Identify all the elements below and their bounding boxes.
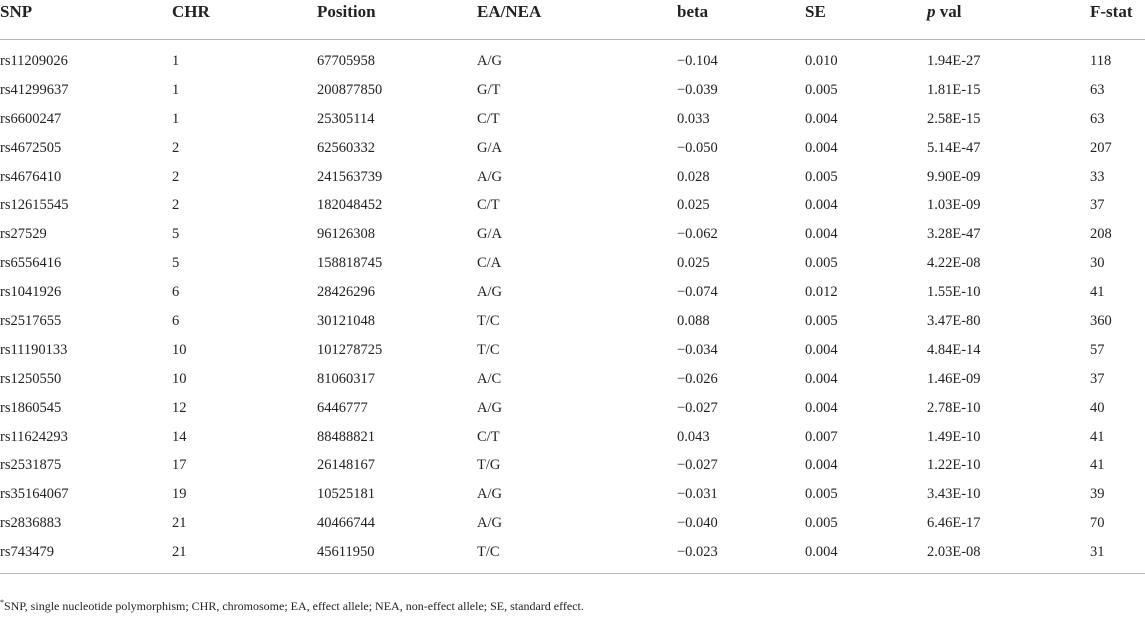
cell-ea-nea: T/C — [477, 538, 677, 573]
header-snp: SNP — [0, 0, 172, 40]
cell-snp: rs35164067 — [0, 486, 69, 503]
cell-ea-nea: A/G — [477, 52, 502, 69]
cell-chr: 5 — [172, 255, 180, 272]
table-footnote — [0, 598, 584, 614]
cell-fstat: 37 — [1090, 197, 1105, 214]
cell-fstat: 40 — [1090, 399, 1105, 416]
cell-chr: 21 — [172, 538, 317, 573]
table-row — [0, 76, 1145, 105]
header-pval — [927, 0, 1090, 40]
cell-ea-nea: A/G — [477, 399, 502, 416]
cell-pval: 3.43E-10 — [927, 486, 981, 503]
cell-beta: −0.040 — [677, 515, 718, 532]
table-row — [0, 249, 1145, 278]
header-pval-rest: val — [935, 2, 962, 21]
cell-chr: 19 — [172, 486, 187, 503]
cell-fstat: 39 — [1090, 486, 1105, 503]
cell-fstat: 208 — [1090, 226, 1112, 243]
cell-fstat: 57 — [1090, 341, 1105, 358]
cell-chr: 12 — [172, 399, 187, 416]
cell-beta: 0.043 — [677, 428, 710, 445]
cell-position: 40466744 — [317, 515, 375, 532]
cell-ea-nea: T/C — [477, 341, 500, 358]
cell-beta: −0.039 — [677, 81, 718, 98]
cell-pval: 1.94E-27 — [927, 52, 981, 69]
cell-se: 0.004 — [805, 399, 838, 416]
cell-se: 0.004 — [805, 197, 838, 214]
table-row — [0, 278, 1145, 307]
table-header — [0, 0, 1145, 40]
cell-beta: 0.033 — [677, 110, 710, 127]
cell-se: 0.005 — [805, 515, 838, 532]
header-chr: CHR — [172, 0, 317, 40]
cell-fstat: 63 — [1090, 81, 1105, 98]
cell-chr: 10 — [172, 341, 187, 358]
cell-snp: rs1860545 — [0, 399, 62, 416]
cell-fstat: 41 — [1090, 457, 1105, 474]
table-row — [0, 307, 1145, 336]
cell-position: 182048452 — [317, 197, 383, 214]
cell-chr: 1 — [172, 52, 180, 69]
cell-chr: 10 — [172, 370, 187, 387]
cell-ea-nea: G/A — [477, 139, 502, 156]
cell-pval: 3.28E-47 — [927, 226, 981, 243]
cell-position: 101278725 — [317, 341, 383, 358]
cell-snp: rs12615545 — [0, 197, 69, 214]
cell-snp: rs4672505 — [0, 139, 62, 156]
cell-pval: 4.84E-14 — [927, 341, 981, 358]
cell-chr: 17 — [172, 457, 187, 474]
cell-snp: rs11190133 — [0, 341, 68, 358]
cell-beta: −0.062 — [677, 226, 718, 243]
cell-snp: rs6556416 — [0, 255, 62, 272]
cell-beta: 0.088 — [677, 312, 710, 329]
cell-position: 67705958 — [317, 52, 375, 69]
cell-se: 0.007 — [805, 428, 838, 445]
cell-ea-nea: C/T — [477, 428, 500, 445]
cell-position: 62560332 — [317, 139, 375, 156]
cell-se: 0.012 — [805, 284, 838, 301]
cell-position: 28426296 — [317, 284, 375, 301]
cell-ea-nea: A/G — [477, 284, 502, 301]
cell-snp: rs6600247 — [0, 110, 62, 127]
cell-snp: rs1250550 — [0, 370, 62, 387]
cell-chr: 14 — [172, 428, 187, 445]
cell-fstat: 118 — [1090, 52, 1112, 69]
cell-pval: 4.22E-08 — [927, 255, 981, 272]
table-row — [0, 451, 1145, 480]
cell-fstat: 30 — [1090, 255, 1105, 272]
cell-beta: 0.025 — [677, 255, 710, 272]
cell-ea-nea: A/G — [477, 486, 502, 503]
cell-snp: rs11209026 — [0, 52, 68, 69]
table-row — [0, 163, 1145, 192]
cell-pval: 1.46E-09 — [927, 370, 981, 387]
cell-se: 0.005 — [805, 486, 838, 503]
cell-position: 200877850 — [317, 81, 383, 98]
table-row — [0, 220, 1145, 249]
footnote-text: SNP, single nucleotide polymorphism; CHR, chromosome; EA, effect allele; NEA, non-effect allele; SE, standard effect. — [4, 599, 584, 613]
cell-chr: 2 — [172, 197, 180, 214]
cell-pval: 2.58E-15 — [927, 110, 981, 127]
cell-beta: −0.027 — [677, 457, 718, 474]
table-row — [0, 105, 1145, 134]
cell-ea-nea: C/T — [477, 110, 500, 127]
header-fstat: F-stat — [1090, 0, 1145, 40]
cell-se: 0.005 — [805, 168, 838, 185]
table-row — [0, 365, 1145, 394]
cell-beta: −0.027 — [677, 399, 718, 416]
footnote-marker: * — [0, 598, 4, 607]
cell-se: 0.004 — [805, 226, 838, 243]
cell-pval: 9.90E-09 — [927, 168, 981, 185]
table-row — [0, 509, 1145, 538]
header-row — [0, 0, 1145, 40]
cell-pval: 1.55E-10 — [927, 284, 981, 301]
cell-snp: rs4676410 — [0, 168, 62, 185]
table-row — [0, 394, 1145, 423]
cell-beta: −0.023 — [677, 538, 805, 573]
cell-ea-nea: A/G — [477, 168, 502, 185]
cell-se: 0.004 — [805, 370, 838, 387]
cell-beta: 0.028 — [677, 168, 710, 185]
cell-fstat: 360 — [1090, 312, 1112, 329]
cell-fstat: 37 — [1090, 370, 1105, 387]
cell-se: 0.004 — [805, 139, 838, 156]
cell-fstat: 70 — [1090, 515, 1105, 532]
cell-position: 6446777 — [317, 399, 368, 416]
cell-ea-nea: C/A — [477, 255, 502, 272]
cell-position: 241563739 — [317, 168, 383, 185]
cell-chr: 6 — [172, 284, 180, 301]
cell-ea-nea: T/C — [477, 312, 500, 329]
table-row — [0, 336, 1145, 365]
cell-chr: 2 — [172, 168, 180, 185]
header-beta: beta — [677, 0, 805, 40]
cell-ea-nea: A/G — [477, 515, 502, 532]
cell-fstat: 33 — [1090, 168, 1105, 185]
cell-position: 96126308 — [317, 226, 375, 243]
cell-chr: 2 — [172, 139, 180, 156]
cell-se: 0.005 — [805, 81, 838, 98]
cell-pval: 6.46E-17 — [927, 515, 981, 532]
cell-beta: −0.074 — [677, 284, 718, 301]
cell-ea-nea: A/C — [477, 370, 502, 387]
table-body — [0, 40, 1145, 574]
cell-fstat: 63 — [1090, 110, 1105, 127]
cell-snp: rs1041926 — [0, 284, 62, 301]
cell-pval: 3.47E-80 — [927, 312, 981, 329]
header-position: Position — [317, 0, 477, 40]
cell-snp: rs41299637 — [0, 81, 69, 98]
cell-chr: 5 — [172, 226, 180, 243]
cell-chr: 1 — [172, 81, 180, 98]
cell-position: 10525181 — [317, 486, 375, 503]
cell-se: 0.005 — [805, 312, 838, 329]
table-row — [0, 423, 1145, 452]
cell-pval: 1.22E-10 — [927, 457, 981, 474]
cell-position: 158818745 — [317, 255, 383, 272]
table-row — [0, 40, 1145, 76]
table-row — [0, 480, 1145, 509]
cell-pval: 1.03E-09 — [927, 197, 981, 214]
cell-se: 0.010 — [805, 52, 838, 69]
cell-fstat: 31 — [1090, 538, 1145, 573]
cell-position: 30121048 — [317, 312, 375, 329]
cell-beta: −0.104 — [677, 52, 718, 69]
cell-position: 81060317 — [317, 370, 375, 387]
cell-snp: rs11624293 — [0, 428, 68, 445]
cell-snp: rs743479 — [0, 538, 172, 573]
cell-position: 45611950 — [317, 538, 477, 573]
cell-beta: −0.034 — [677, 341, 718, 358]
cell-position: 26148167 — [317, 457, 375, 474]
cell-se: 0.004 — [805, 341, 838, 358]
cell-position: 25305114 — [317, 110, 375, 127]
cell-ea-nea: T/G — [477, 457, 501, 474]
cell-chr: 1 — [172, 110, 180, 127]
cell-pval: 1.81E-15 — [927, 81, 981, 98]
cell-beta: −0.026 — [677, 370, 718, 387]
cell-position: 88488821 — [317, 428, 375, 445]
cell-se: 0.004 — [805, 110, 838, 127]
cell-snp: rs27529 — [0, 226, 47, 243]
cell-ea-nea: C/T — [477, 197, 500, 214]
cell-beta: −0.031 — [677, 486, 718, 503]
header-se: SE — [805, 0, 927, 40]
cell-pval: 2.78E-10 — [927, 399, 981, 416]
cell-beta: 0.025 — [677, 197, 710, 214]
cell-beta: −0.050 — [677, 139, 718, 156]
table-row — [0, 538, 1145, 573]
cell-se: 0.004 — [805, 538, 927, 573]
cell-pval: 1.49E-10 — [927, 428, 981, 445]
header-pval-p: p — [927, 2, 936, 21]
table-row — [0, 191, 1145, 220]
cell-ea-nea: G/T — [477, 81, 501, 98]
cell-fstat: 41 — [1090, 428, 1105, 445]
cell-snp: rs2517655 — [0, 312, 62, 329]
cell-se: 0.004 — [805, 457, 838, 474]
cell-chr: 6 — [172, 312, 180, 329]
cell-ea-nea: G/A — [477, 226, 502, 243]
cell-snp: rs2836883 — [0, 515, 62, 532]
cell-se: 0.005 — [805, 255, 838, 272]
cell-fstat: 41 — [1090, 284, 1105, 301]
table-row — [0, 134, 1145, 163]
cell-chr: 21 — [172, 515, 187, 532]
header-ea-nea: EA/NEA — [477, 0, 677, 40]
cell-snp: rs2531875 — [0, 457, 62, 474]
cell-pval: 2.03E-08 — [927, 538, 1090, 573]
cell-pval: 5.14E-47 — [927, 139, 981, 156]
cell-fstat: 207 — [1090, 139, 1112, 156]
